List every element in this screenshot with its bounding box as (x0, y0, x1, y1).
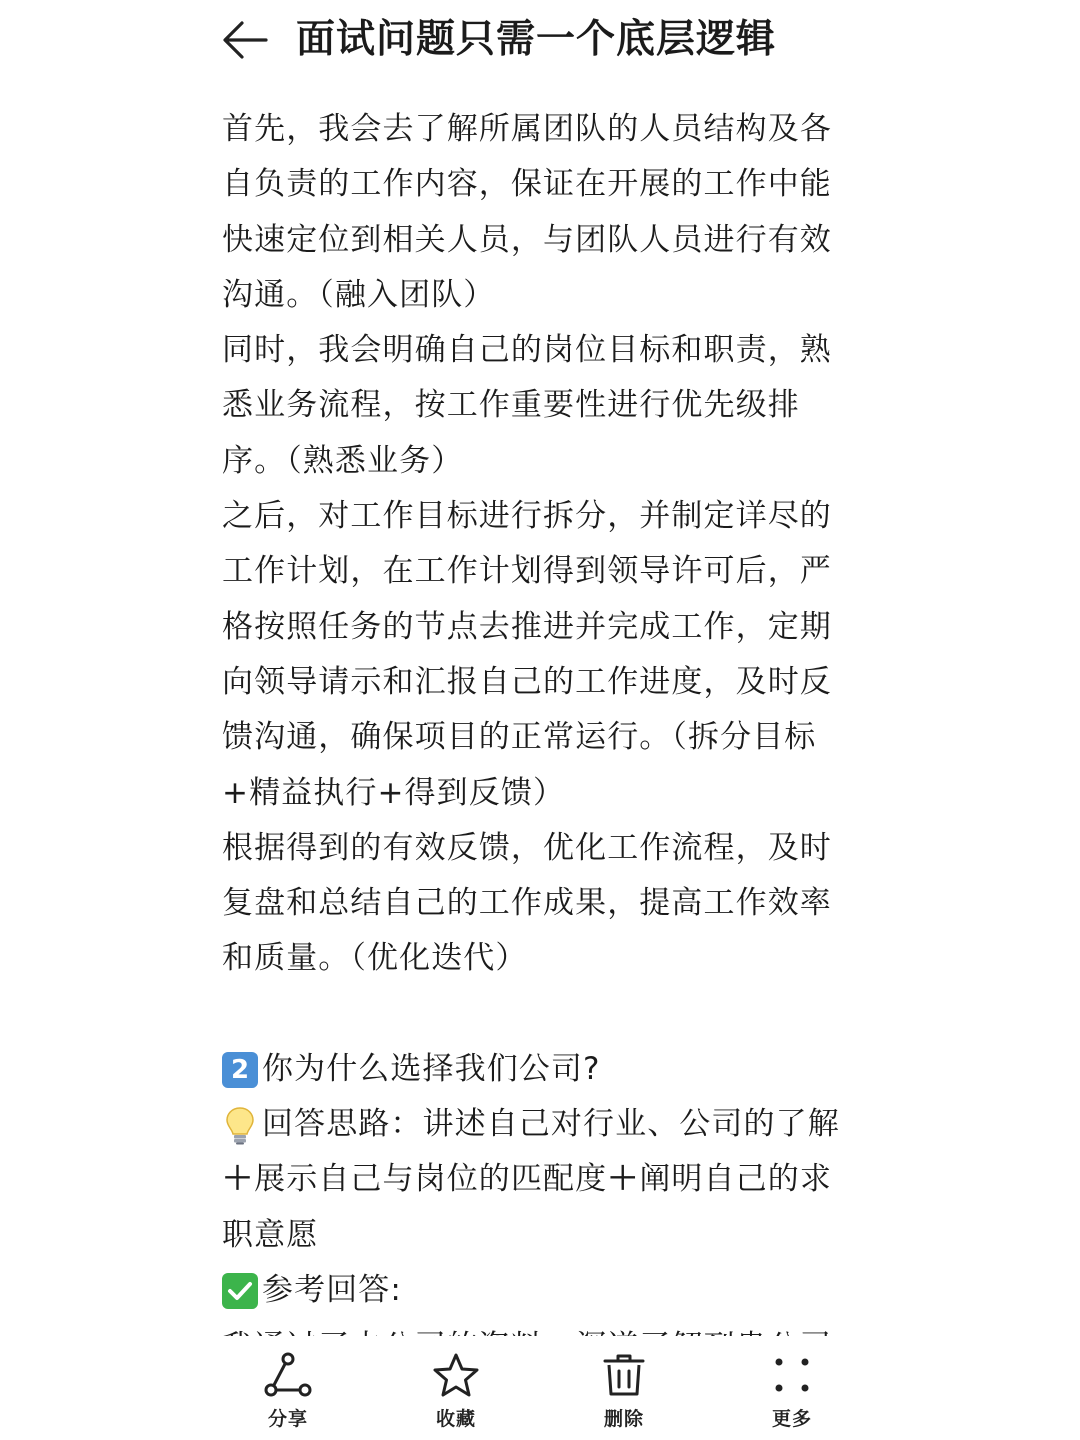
more-label: 更多 (771, 1408, 812, 1430)
plus-icon: ＋ (222, 1161, 255, 1198)
approach-part2: 展示自己与岗位的匹配度 (254, 1161, 608, 1198)
question-text: 你为什么选择我们公司? (262, 1050, 601, 1087)
note-body[interactable] (222, 102, 862, 1334)
favorite-button[interactable] (396, 1352, 516, 1436)
page-title: 面试问题只需一个底层逻辑 (296, 17, 777, 62)
check-mark-icon (222, 1273, 258, 1309)
approach-text (262, 1097, 840, 1152)
reference-label: 参考回答: (262, 1271, 402, 1308)
approach-block (222, 1097, 862, 1152)
approach-continuation (222, 1152, 862, 1263)
arrow-left-icon (222, 18, 268, 62)
approach-part3: 阐明自己的求职意愿 (222, 1161, 832, 1253)
bottom-toolbar (0, 1336, 1080, 1440)
more-dots-icon (767, 1352, 817, 1398)
question-line (222, 1042, 862, 1097)
paragraph-business: 同时，我会明确自己的岗位目标和职责，熟悉业务流程，按工作重要性进行优先级排序。（熟悉业务） (222, 332, 832, 479)
delete-button[interactable] (564, 1352, 684, 1436)
star-icon (431, 1352, 481, 1398)
more-button[interactable] (732, 1352, 852, 1436)
back-button[interactable] (222, 18, 268, 62)
paragraph-execution: 之后，对工作目标进行拆分，并制定详尽的工作计划，在工作计划得到领导许可后，严格按照任务的节点去推进并完成工作，定期向领导请示和汇报自己的工作进度，及时反馈沟通，确保项目的正常运行。（拆分目标+精益执行+得到反馈） (222, 498, 832, 811)
share-icon (263, 1352, 313, 1398)
share-label: 分享 (267, 1408, 308, 1430)
approach-part1: 回答思路：讲述自己对行业、公司的了解 (262, 1106, 840, 1143)
blank-line (222, 987, 862, 1042)
top-bar (0, 0, 1080, 80)
trash-icon (599, 1352, 649, 1398)
lightbulb-icon (222, 1105, 258, 1145)
favorite-label: 收藏 (435, 1408, 476, 1430)
plus-icon: ＋ (607, 1161, 640, 1198)
delete-label: 删除 (603, 1408, 644, 1430)
keycap-number-icon: 2 (222, 1052, 258, 1088)
paragraph-team: 首先，我会去了解所属团队的人员结构及各自负责的工作内容，保证在开展的工作中能快速定位到相关人员，与团队人员进行有效沟通。（融入团队） (222, 111, 832, 313)
reference-line (222, 1263, 862, 1318)
paragraph-iteration: 根据得到的有效反馈，优化工作流程，及时复盘和总结自己的工作成果，提高工作效率和质量。（优化迭代） (222, 829, 832, 977)
share-button[interactable] (228, 1352, 348, 1436)
